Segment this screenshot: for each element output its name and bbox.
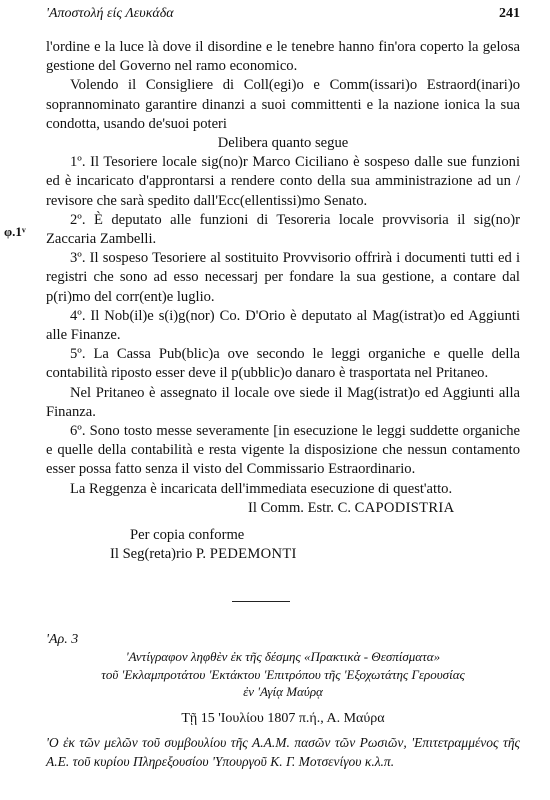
page-header <box>46 6 520 28</box>
greek-date-line: Τῇ 15 'Ιουλίου 1807 π.ή., Α. Μαύρα <box>181 710 385 726</box>
page-number: 241 <box>499 6 520 21</box>
signature-pedemonti <box>46 545 520 564</box>
greek-section <box>46 632 520 771</box>
section-divider <box>232 601 290 602</box>
folio-margin-note: φ.1ᵛ <box>4 224 26 239</box>
greek-body-line: 'Ο ἐκ τῶν μελῶν τοῦ συμβουλίου τῆς Α.Α.Μ. πασῶν τῶν Ρωσιῶν, 'Επιτετραμμένος τῆς Α.Ε. τοῦ κυρίου Πληρεξουσίου 'Υπουργοῦ Κ. Γ. Μοτσενίγου κ.λ.π. <box>46 734 520 769</box>
item-1: 1º. Il Tesoriere locale sig(no)r Marco Ciciliano è sospeso dalle sue funzioni ed è incaricato d'approntarsi a rendere conto della sua amministrazione ad un / revisore che sarà spedito dall'Ecc(ellentissi)mo Senato. <box>46 154 520 209</box>
greek-heading-line-3: ἐν 'Αγίᾳ Μαύρᾳ <box>243 684 323 699</box>
greek-heading-line-2: τοῦ 'Εκλαμπροτάτου 'Εκτάκτου 'Επιτρόπου τῆς 'Εξοχωτάτης Γερουσίας <box>101 666 465 682</box>
item-4: 4º. Il Nob(il)e s(i)g(nor) Co. D'Orio è deputato al Mag(istrat)o ed Aggiunti alle Finanze. <box>46 307 520 344</box>
signature-name: PEDEMONTI <box>209 546 297 563</box>
signature-prefix: Il Seg(reta)rio P. <box>110 546 210 563</box>
greek-heading-line-1: 'Αντίγραφον ληφθὲν ἐκ τῆς δέσμης «Πρακτικὰ - Θεσπίσματα» <box>125 649 441 664</box>
item-2: 2º. È deputato alle funzioni di Tesoreria locale provvisoria il sig(no)r Zaccaria Zambelli. <box>46 211 520 248</box>
item-3: 3º. Il sospeso Tesoriere al sostituito Provvisorio offrirà i documenti tutti ed i registri che sono ad esso necessarj per fondare la sua gestione, a contare dal p(ri)mo del corr(ent)e luglio. <box>46 250 520 305</box>
signature-name: CAPODISTRIA <box>354 499 455 516</box>
per-copia-line: Per copia conforme <box>130 527 245 544</box>
delibera-heading: Delibera quanto segue <box>217 135 349 152</box>
reggenza-line: La Reggenza è incaricata dell'immediata esecuzione di quest'atto. <box>70 480 453 497</box>
signature-prefix: Il Comm. Estr. C. <box>248 499 355 516</box>
paragraph-opening: l'ordine e la luce là dove il disordine e le tenebre hanno fin'ora coperto la gelosa gestione del Governo nel ramo economico. <box>46 39 520 75</box>
italian-text <box>46 38 520 564</box>
item-6: 6º. Sono tosto messe severamente [in esecuzione le leggi suddette organiche e quelle della contabilità e resta vigente la disposizione che nessun contamento esser possa fatto senza il visto del Commissario Estraordinario. <box>46 423 520 478</box>
running-title: 'Αποστολή είς Λευκάδα <box>46 6 174 21</box>
item-5: 5º. La Cassa Pub(blic)a ove secondo le leggi organiche e quelle della contabilità riposto esser deve il p(ubblic)o danaro è trasportata nel Pritaneo. <box>46 346 520 382</box>
item-5-pritaneo: Nel Pritaneo è assegnato il locale ove siede il Mag(istrat)o ed Aggiunti alla Finanza. <box>46 384 520 420</box>
paragraph-volendo: Volendo il Consigliere di Coll(egi)o e Comm(issari)o Estraord(inari)o soprannominato garantire dinanzi a suoi committenti e la nazione ionica la sua condotta, usando de'suoi poteri <box>46 77 520 132</box>
document-number: 'Αρ. 3 <box>46 632 79 647</box>
signature-capodistria <box>46 499 520 518</box>
